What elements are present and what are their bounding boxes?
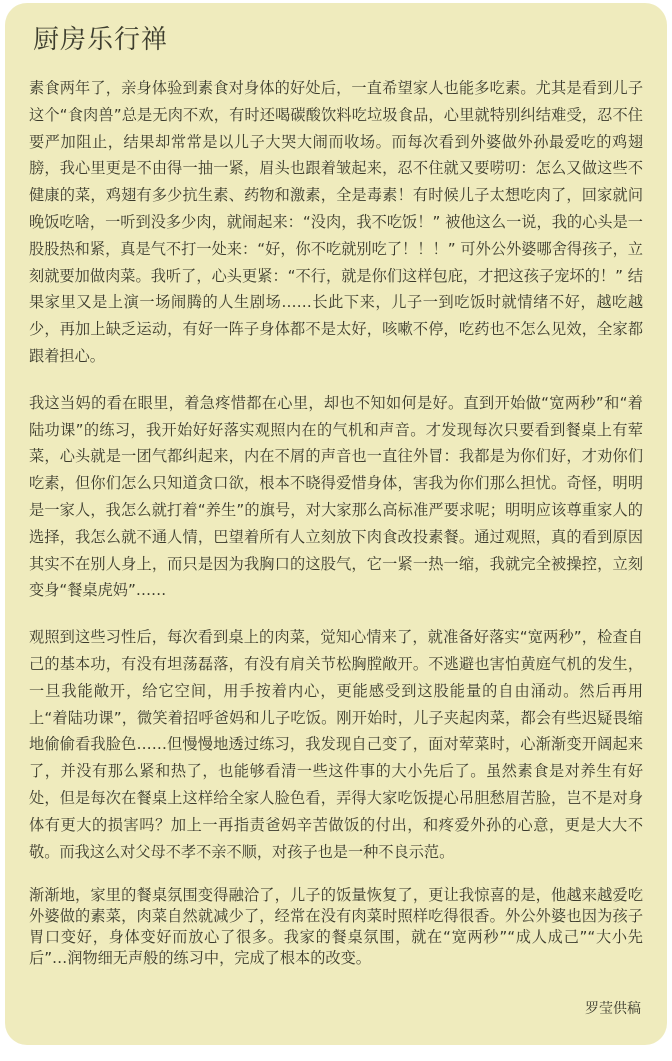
article-card [5,3,667,1045]
paragraph-2: 我这当妈的看在眼里，着急疼惜都在心里，却也不知如何是好。直到开始做“宽两秒”和“着陆功课”的练习，我开始好好落实观照内在的气机和声音。才发现每次只要看到餐桌上有荤菜，心头就是一团气都纠起来，内在不屑的声音也一直往外冒：我都是为你们好，才劝你们吃素，但你们怎么只知道贪口欲，根本不晓得爱惜身体，害我为你们那么担忧。奇怪，明明是一家人，我怎么就打着“养生”的旗号，对大家那么高标准严要求呢；明明应该尊重家人的选择，我怎么就不通人情，巴望着所有人立刻放下肉食改投素餐。通过观照，真的看到原因其实不在别人身上，而只是因为我胸口的这股气，它一紧一热一缩，我就完全被操控，立刻变身“餐桌虎妈”…… [29,393,643,600]
paragraph-1: 素食两年了，亲身体验到素食对身体的好处后，一直希望家人也能多吃素。尤其是看到儿子这个“食肉兽”总是无肉不欢，有时还喝碳酸饮料吃垃圾食品，心里就特别纠结难受，忍不住要严加阻止，结果却常常是以儿子大哭大闹而收场。而每次看到外婆做外孙最爱吃的鸡翅膀，我心里更是不由得一抽一紧，眉头也跟着皱起来，忍不住就又要唠叨：怎么又做这些不健康的菜，鸡翅有多少抗生素、药物和激素，全是毒素！有时候儿子太想吃肉了，回家就问晚饭吃啥，一听到没多少肉，就闹起来：“没肉，我不吃饭！” 被他这么一说，我的心头是一股股热和紧，真是气不打一处来：“好，你不吃就别吃了！！！” 可外公外婆哪舍得孩子，立刻就要加做肉菜。我听了，心头更紧：“不行，就是你们这样包庇，才把这孩子宠坏的！” 结果家里又是上演一场闹腾的人生剧场……长此下来，儿子一到吃饭时就情绪不好，越吃越少，再加上缺乏运动，有好一阵子身体都不是太好，咳嗽不停，吃药也不怎么见效，全家都跟着担心。 [29,79,643,365]
paragraph-3: 观照到这些习性后，每次看到桌上的肉菜，觉知心情来了，就准备好落实“宽两秒”，检查自己的基本功，有没有坦荡磊落，有没有肩关节松胸膛敞开。不逃避也害怕黄庭气机的发生，一旦我能敞开，给它空间，用手按着内心，更能感受到这股能量的自由涌动。然后再用上“着陆功课”，微笑着招呼爸妈和儿子吃饭。刚开始时，儿子夹起肉菜，都会有些迟疑畏缩地偷偷看我脸色……但慢慢地透过练习，我发现自己变了，面对荤菜时，心渐渐变开阔起来了，并没有那么紧和热了，也能够看清一些这件事的大小先后了。虽然素食是对养生有好处，但是每次在餐桌上这样给全家人脸色看，弄得大家吃饭提心吊胆愁眉苦脸，岂不是对身体有更大的损害吗？加上一再指责爸妈辛苦做饭的付出，和疼爱外孙的心意，更是大大不敬。而我这么对父母不孝不亲不顺，对孩子也是一种不良示范。 [29,628,643,861]
paragraph-4: 渐渐地，家里的餐桌氛围变得融洽了，儿子的饭量恢复了，更让我惊喜的是，他越来越爱吃外婆做的素菜，肉菜自然就减少了，经常在没有肉菜时照样吃得很香。外公外婆也因为孩子胃口变好，身体变好而放心了很多。我家的餐桌氛围，就在“宽两秒”“成人成己”“大小先后”…润物细无声般的练习中，完成了根本的改变。 [29,886,643,968]
article-body [29,75,643,969]
article-title: 厨房乐行禅 [33,25,169,55]
author-signature: 罗莹供稿 [585,1001,641,1018]
